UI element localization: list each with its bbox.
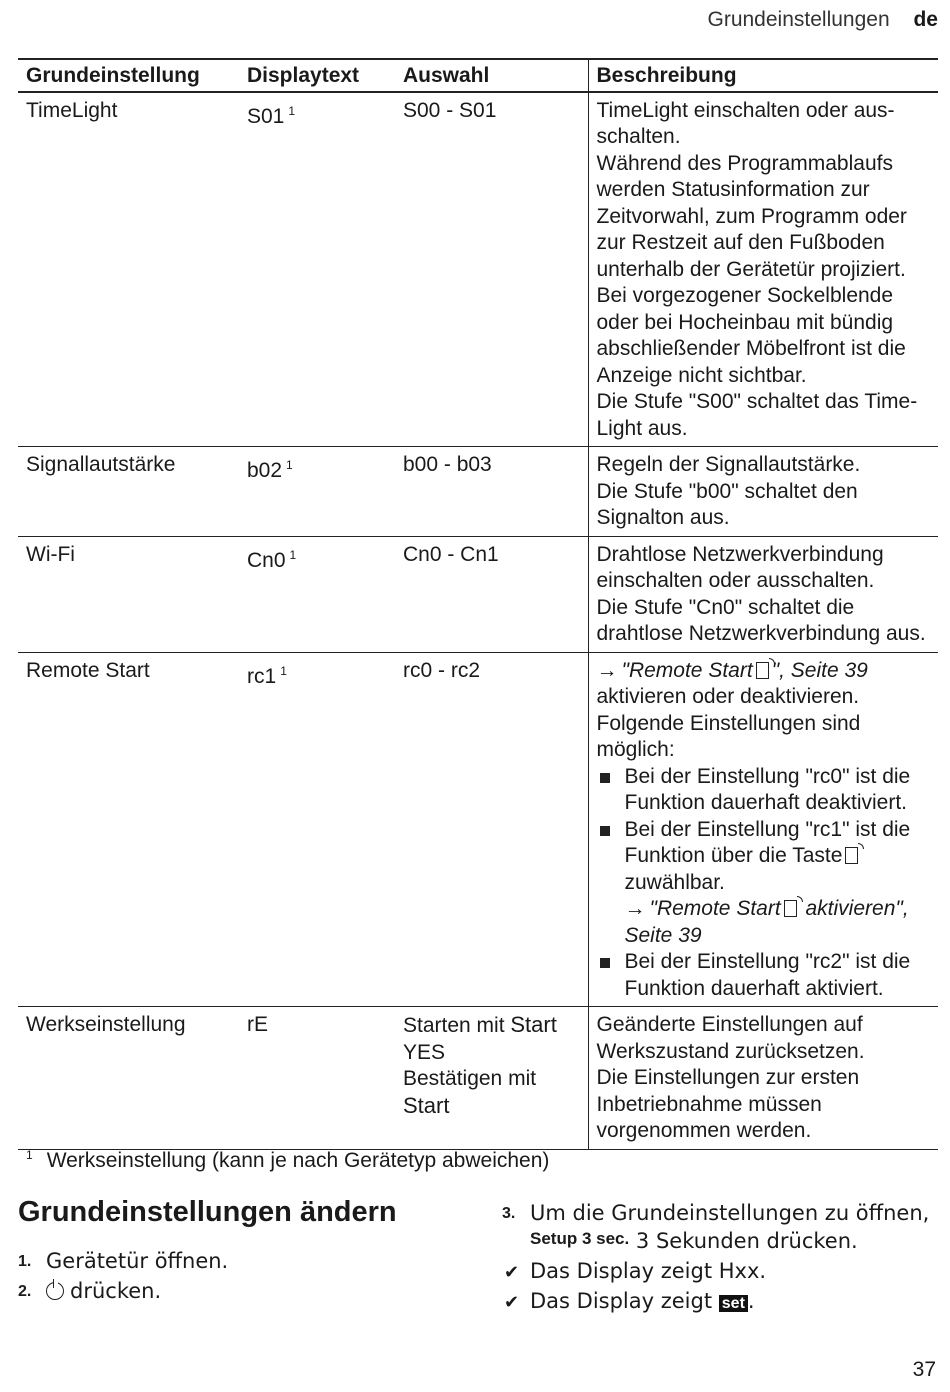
table-row bbox=[18, 447, 938, 537]
sel-text: Starten mit bbox=[403, 1014, 511, 1037]
item-text: Bei der Einstellung "rc2" ist die Funktion dauerhaft aktiviert. bbox=[624, 950, 911, 1000]
bullet-square-icon bbox=[600, 773, 610, 783]
options-list bbox=[597, 764, 933, 1003]
result-text: Das Display zeigt Hxx. bbox=[530, 1259, 767, 1283]
table-footnote bbox=[26, 1148, 549, 1173]
desc-line: Drahtlose Netzwerkverbindung einschalten oder ausschalten. bbox=[596, 542, 884, 592]
desc-line: Die Einstellungen zur ersten Inbetriebnahme müssen vorgenommen werden. bbox=[596, 1066, 860, 1142]
col-header: Auswahl bbox=[395, 59, 588, 92]
bullet-square-icon bbox=[600, 826, 610, 836]
result-text: Das Display zeigt bbox=[530, 1289, 719, 1313]
setting-name: Signallautstärke bbox=[18, 447, 239, 537]
step-text: drücken. bbox=[70, 1279, 162, 1303]
remote-start-icon bbox=[784, 900, 797, 917]
footnote-ref: 1 bbox=[288, 103, 296, 118]
selection bbox=[395, 1007, 588, 1150]
settings-table bbox=[18, 58, 938, 1150]
col-header: Grundeinstellung bbox=[18, 59, 239, 92]
item-text: zuwählbar. bbox=[624, 870, 725, 894]
table-header-row bbox=[18, 59, 938, 92]
description bbox=[588, 1007, 938, 1150]
desc-line: Die Stufe "Cn0" schaltet die drahtlose Netzwerkverbindung aus. bbox=[596, 595, 926, 645]
arrow-right-icon: → bbox=[596, 658, 618, 682]
setting-name: Wi-Fi bbox=[18, 536, 239, 652]
description bbox=[588, 92, 938, 447]
result-text: . bbox=[747, 1289, 755, 1313]
steps-right bbox=[502, 1200, 932, 1321]
ref-tail: aktivieren oder deaktivieren. bbox=[596, 685, 860, 708]
set-display-badge: set bbox=[719, 1295, 748, 1312]
desc-line: Während des Programmablaufs werden Statusinformation zur Zeitvorwahl, zum Programm oder zur Restzeit auf den Fußboden unterhalb der Gerätetür projiziert. Bei vorgezogener Sockelblende oder bei Hocheinbau mit bündig abschließender Möbelfront ist die Anzeige nicht sichtbar. bbox=[596, 151, 907, 387]
checkmark-icon: ✔ bbox=[504, 1262, 520, 1283]
selection: rc0 - rc2 bbox=[395, 652, 588, 1007]
col-header: Displaytext bbox=[239, 59, 395, 92]
display-code: rE bbox=[247, 1013, 268, 1036]
selection: Cn0 - Cn1 bbox=[395, 536, 588, 652]
step-text: Um die Grundeinstellungen zu öffnen, bbox=[530, 1201, 930, 1225]
setting-name: Remote Start bbox=[18, 652, 239, 1007]
step-number: 2. bbox=[18, 1283, 32, 1300]
desc-line: TimeLight einschalten oder aus-schalten. bbox=[596, 98, 895, 148]
display-code: Cn0 bbox=[247, 548, 286, 572]
display-code: S01 bbox=[247, 104, 285, 128]
desc-line: Folgende Einstellungen sind möglich: bbox=[596, 711, 861, 761]
list-item bbox=[597, 949, 933, 1002]
start-key-label: Start bbox=[403, 1092, 450, 1118]
sel-text: YES bbox=[403, 1040, 446, 1064]
header-section: Grundeinstellungen bbox=[707, 8, 890, 31]
page-number: 37 bbox=[912, 1358, 936, 1381]
ref-text: "Remote Start bbox=[621, 658, 753, 682]
item-text: Bei der Einstellung "rc0" ist die Funktion dauerhaft deaktiviert. bbox=[624, 764, 911, 814]
display-text bbox=[239, 92, 395, 447]
desc-line: Regeln der Signallautstärke. bbox=[596, 453, 861, 476]
running-header bbox=[708, 8, 939, 32]
desc-line: Die Stufe "S00" schaltet das Time-Light aus. bbox=[596, 390, 918, 440]
selection: b00 - b03 bbox=[395, 447, 588, 537]
display-code: b02 bbox=[247, 459, 283, 482]
footnote-ref: 1 bbox=[286, 458, 293, 472]
remote-start-icon bbox=[845, 847, 858, 864]
desc-line: Die Stufe "b00" schaltet den Signalton aus. bbox=[596, 479, 858, 529]
table-row bbox=[18, 92, 938, 447]
cross-reference-link[interactable] bbox=[625, 897, 909, 947]
display-text bbox=[239, 652, 395, 1007]
display-code: rc1 bbox=[247, 664, 277, 688]
step-item bbox=[18, 1278, 228, 1304]
ref-text: aktivieren", Seite 39 bbox=[624, 897, 909, 947]
step-text: 3 Sekunden drücken. bbox=[635, 1229, 858, 1253]
step-number: 3. bbox=[502, 1205, 516, 1222]
footnote-text: Werkseinstellung (kann je nach Gerätetyp abweichen) bbox=[46, 1149, 550, 1172]
description bbox=[588, 536, 938, 652]
bullet-square-icon bbox=[600, 958, 610, 968]
start-key-label: Start bbox=[510, 1012, 557, 1037]
display-text bbox=[239, 536, 395, 652]
description bbox=[588, 652, 938, 1007]
table-row bbox=[18, 1007, 938, 1150]
arrow-right-icon: → bbox=[624, 897, 646, 920]
sel-text: Bestätigen mit bbox=[403, 1067, 537, 1090]
desc-line bbox=[597, 658, 933, 711]
section-title: Grundeinstellungen ändern bbox=[18, 1196, 397, 1228]
setting-name: TimeLight bbox=[18, 92, 239, 447]
step-item bbox=[18, 1248, 228, 1274]
footnote-mark: 1 bbox=[26, 1148, 33, 1162]
display-text bbox=[239, 447, 395, 537]
col-header: Beschreibung bbox=[588, 59, 938, 92]
list-item bbox=[597, 817, 933, 950]
setting-name: Werkseinstellung bbox=[18, 1007, 239, 1150]
setup-key-label: Setup 3 sec. bbox=[530, 1229, 630, 1248]
ref-text: ", Seite 39 bbox=[771, 658, 868, 682]
table-row bbox=[18, 652, 938, 1007]
table-row bbox=[18, 536, 938, 652]
step-number: 1. bbox=[18, 1253, 32, 1270]
description bbox=[588, 447, 938, 537]
step-item bbox=[502, 1200, 932, 1254]
ref-text: "Remote Start bbox=[649, 897, 781, 920]
power-icon bbox=[46, 1282, 64, 1300]
result-item bbox=[502, 1258, 932, 1284]
header-lang: de bbox=[913, 8, 938, 31]
checkmark-icon: ✔ bbox=[504, 1292, 520, 1313]
cross-reference-link[interactable] bbox=[622, 659, 868, 682]
desc-line: Geänderte Einstellungen auf Werkszustand zurücksetzen. bbox=[596, 1013, 865, 1063]
steps-left bbox=[18, 1248, 228, 1308]
item-text: Bei der Einstellung "rc1" ist die Funktion über die Taste bbox=[624, 817, 911, 867]
selection: S00 - S01 bbox=[395, 92, 588, 447]
remote-start-icon bbox=[756, 662, 769, 679]
list-item bbox=[597, 764, 933, 817]
footnote-ref: 1 bbox=[280, 663, 287, 678]
footnote-ref: 1 bbox=[289, 547, 297, 562]
step-text: Gerätetür öffnen. bbox=[46, 1249, 229, 1273]
result-item bbox=[502, 1288, 932, 1317]
display-text bbox=[239, 1007, 395, 1150]
